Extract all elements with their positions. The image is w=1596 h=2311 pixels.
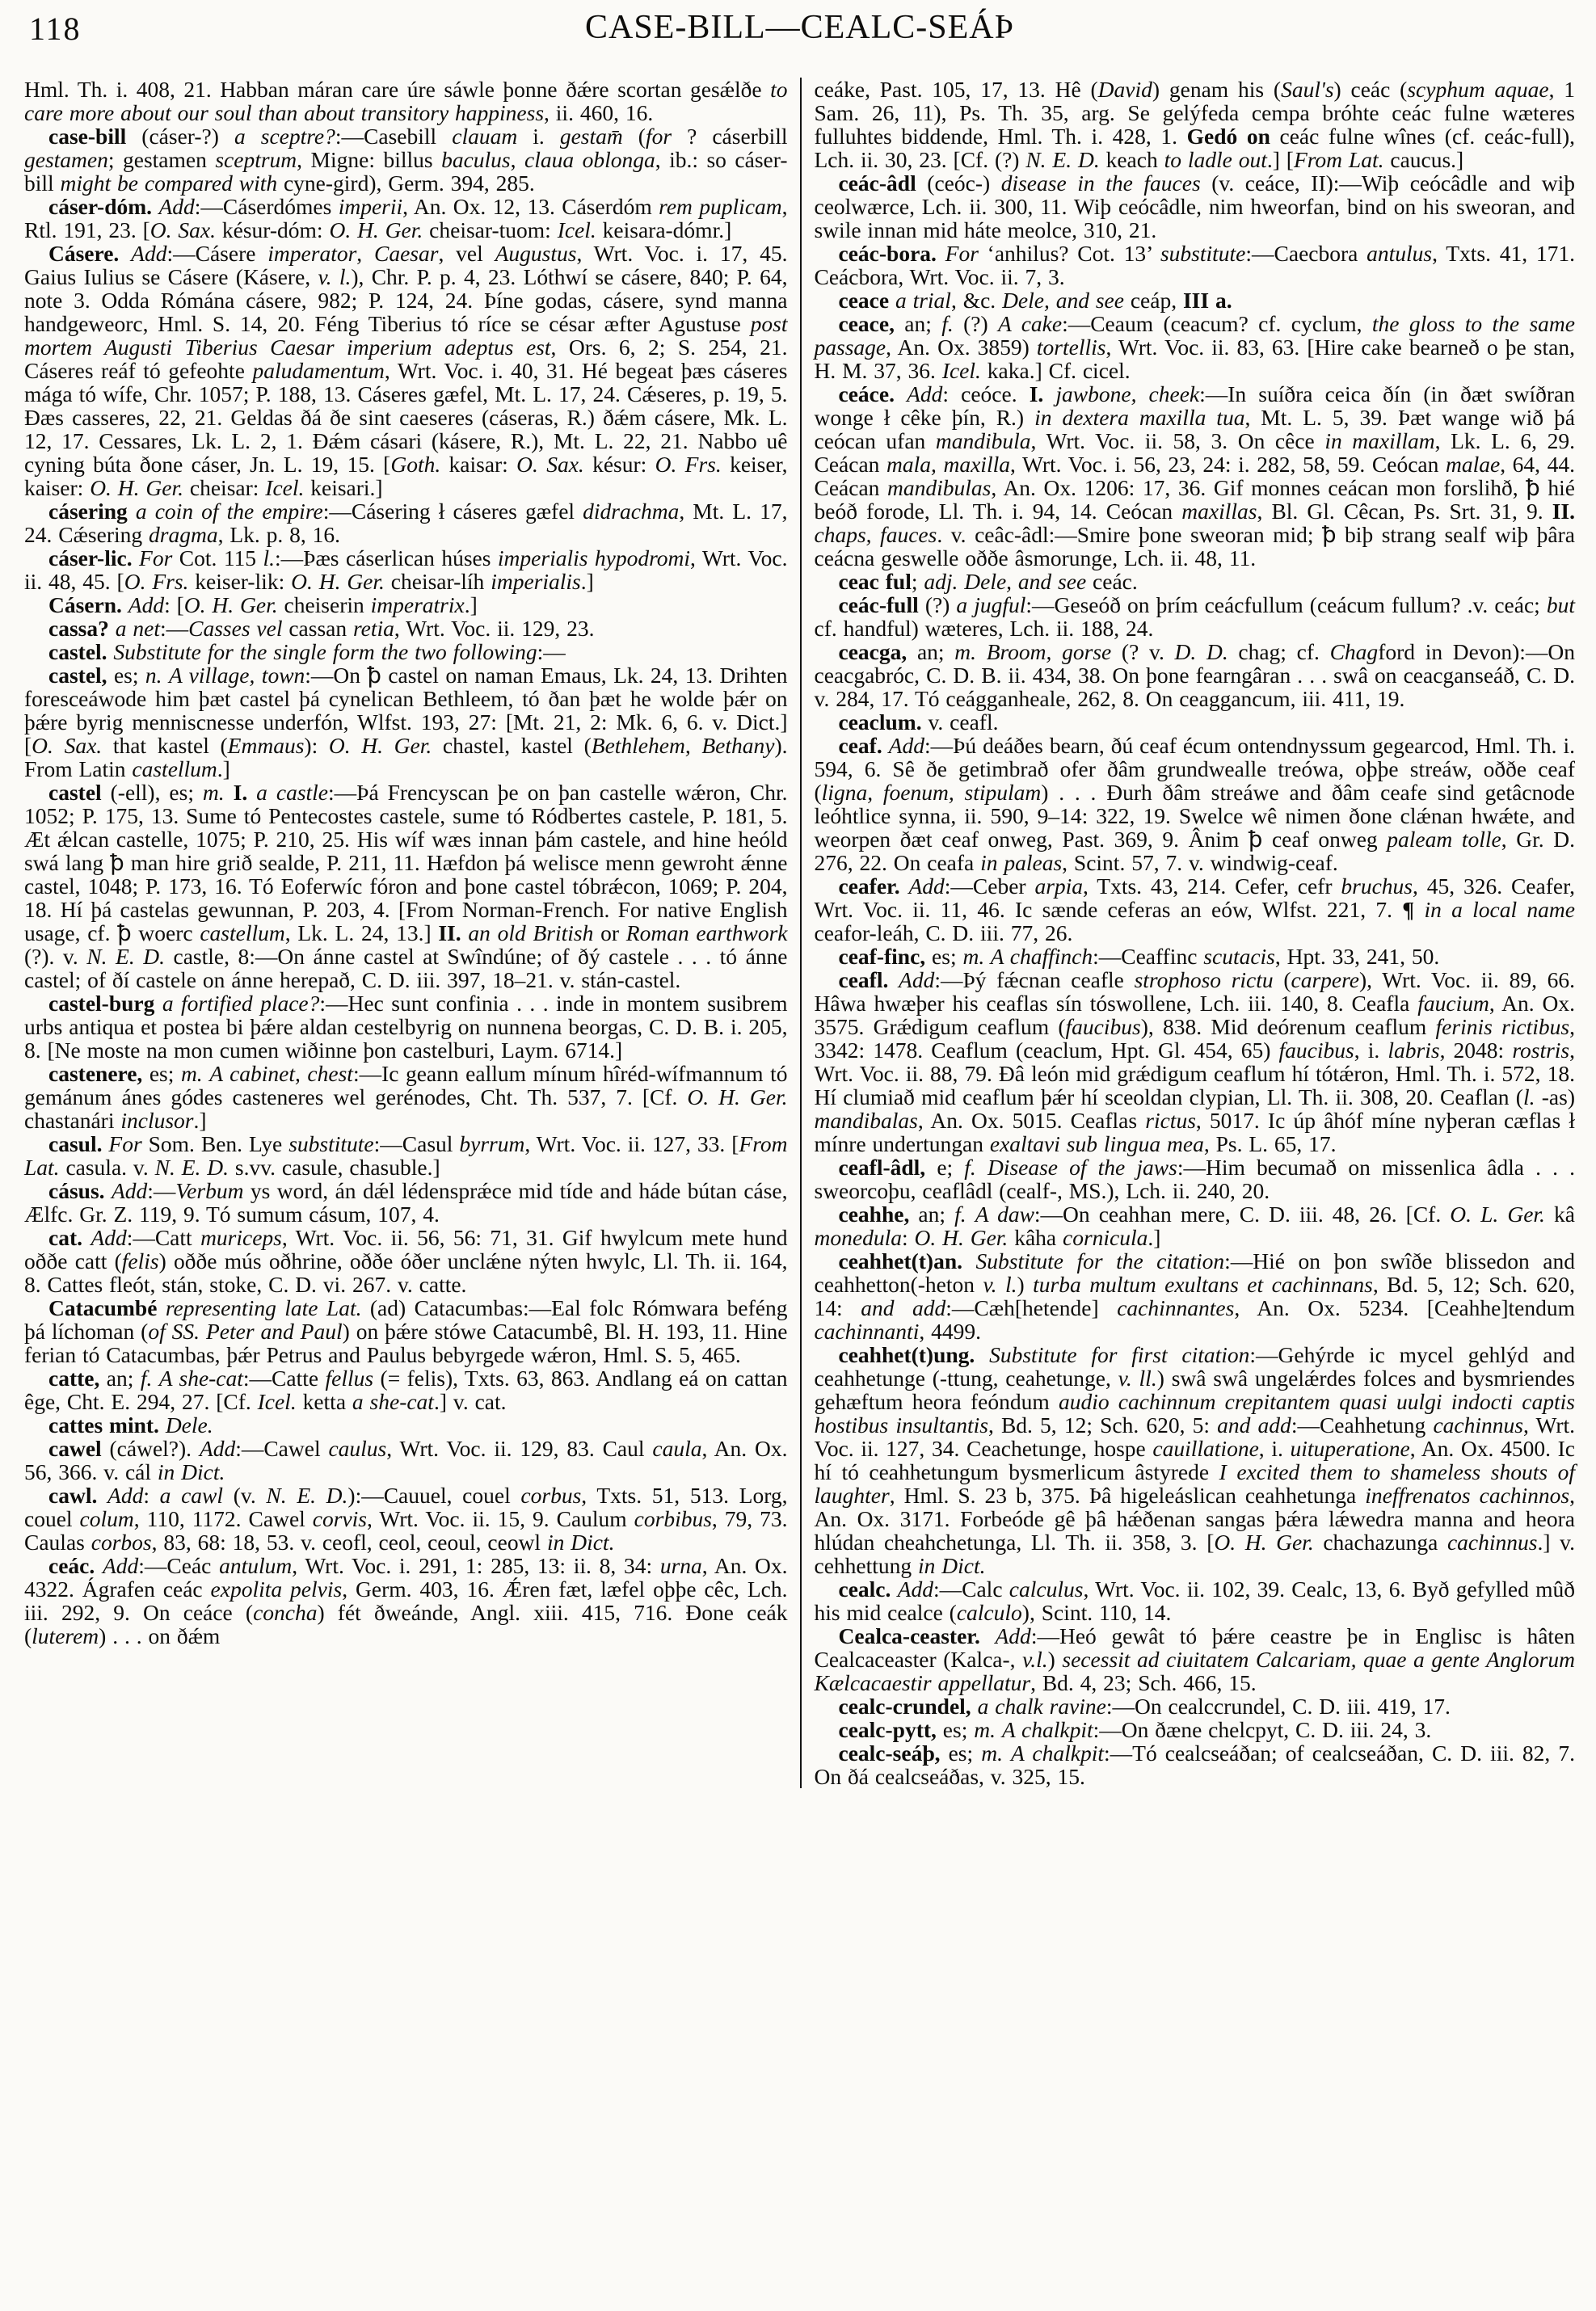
dictionary-entry: castel (-ell), es; m. I. a castle:—Þá Frencyscan þe on þan castelle wǽron, Chr. 1052; P. 175, 13. Sume tó Pentecostes castele, sume tó Ródbertes castele, P. 181, 5. Æt ǽlcan castelle, 1075; P. 210, 25. His wíf wæs innan þám castele, and hine heóld swá lang ꝥ man hire grið sealde, P. 211, 11. Hæfdon þá welisce menn gewroht ǽnne castel, 1048; P. 173, 16. Tó Eoferwíc fóron and þone castel tóbrǽcon, 1069; P. 204, 18. Hí þá castelas gewunnan, P. 203, 4. [From Norman-French. For native English usage, cf. ꝥ woerc castellum, Lk. L. 24, 13.] II. an old British or Roman earthwork (?). v. N. E. D. castle, 8:—On ánne castel at Swîndúne; of ðý castele . . . tó ánne castel; of ðí castele on ánne herepað, C. D. iii. 397, 18–21. v. stán-castel. bbox=[24, 780, 788, 992]
dictionary-entry: ceáce. Add: ceóce. I. jawbone, cheek:—In suíðra ceica ðín (in ðæt swíðran wonge ł cêke þín, R.) in dextera maxilla tua, Mt. L. 5, 39. Þæt wange wið þá ceócan ufan mandibula, Wrt. Voc. ii. 58, 3. On cêce in maxillam, Lk. L. 6, 29. Ceácan mala, maxilla, Wrt. Voc. i. 56, 23, 24: i. 282, 58, 59. Ceócan malae, 64, 44. Ceácan mandibulas, An. Ox. 1206: 17, 36. Gif monnes ceácan mon forslihð, ꝥ hié beóð forode, Ll. Th. i. 94, 14. Ceócan maxillas, Bl. Gl. Cêcan, Ps. Srt. 31, 9. II. chaps, fauces. v. ceâc-âdl:—Smire þone sweoran mid; ꝥ biþ strang sealf wiþ þâra ceácna geswelle oððe âsmorunge, Lch. ii. 48, 11. bbox=[814, 381, 1576, 570]
dictionary-entry: cawel (cáwel?). Add:—Cawel caulus, Wrt. Voc. ii. 129, 83. Caul caula, An. Ox. 56, 366. v. cál in Dict. bbox=[24, 1436, 788, 1484]
dictionary-entry: cealc-crundel, a chalk ravine:—On cealccrundel, C. D. iii. 419, 17. bbox=[838, 1694, 1451, 1719]
left-column bbox=[24, 78, 800, 1788]
dictionary-entry: ceafl. Add:—Þý fǽcnan ceafle strophoso rictu (carpere), Wrt. Voc. ii. 89, 66. Hâwa hwæþer his ceaflas sín tóswollene, Lch. iii. 140, 8. Ceafla faucium, An. Ox. 3575. Grǽdigum ceaflum (faucibus), 838. Mid deórenum ceaflum ferinis rictibus, 3342: 1478. Ceaflum (ceaclum, Hpt. Gl. 454, 65) faucibus, i. labris, 2048: rostris, Wrt. Voc. ii. 88, 79. Ðâ león mid grǽdigum ceaflum hí tótǽron, Hml. Th. i. 572, 18. Hí clumiað mid ceaflum þǽr hí sceoldan clypian, Ll. Th. ii. 308, 20. Ceaflan (l. -as) mandibalas, An. Ox. 5015. Ceaflas rictus, 5017. Ic úp âhóf míne nyþeran cæflas ł mínre undertungan exaltavi sub lingua mea, Ps. L. 65, 17. bbox=[814, 967, 1576, 1156]
dictionary-entry: ceác-bora. For ‘anhilus? Cot. 13’ substitute:—Caecbora antulus, Txts. 41, 171. Ceácbora, Wrt. Voc. ii. 7, 3. bbox=[814, 241, 1575, 289]
dictionary-entry: ceahhe, an; f. A daw:—On ceahhan mere, C. D. iii. 48, 26. [Cf. O. L. Ger. kâ monedula: O. H. Ger. kâha cornicula.] bbox=[814, 1202, 1575, 1250]
dictionary-entry: ceafl-âdl, e; f. Disease of the jaws:—Him becumað on missenlica âdla . . . sweorcoþu, ceaflâdl (cealf-, MS.), Lch. ii. 240, 20. bbox=[814, 1155, 1575, 1203]
dictionary-entry: ceacga, an; m. Broom, gorse (? v. D. D. chag; cf. Chagford in Devon):—On ceacgabróc, C. D. B. ii. 434, 38. On þone fearngâran . . . swâ on ceacganseáð, C. D. v. 284, 17. Tó ceágganheale, 262, 8. On ceaggancum, iii. 411, 19. bbox=[814, 639, 1576, 711]
dictionary-entry: cawl. Add: a cawl (v. N. E. D.):—Cauuel, couel corbus, Txts. 51, 513. Lorg, couel colum, 110, 1172. Cawel corvis, Wrt. Voc. ii. 15, 9. Caulum corbibus, 79, 73. Caulas corbos, 83, 68: 18, 53. v. ceofl, ceol, ceoul, ceowl in Dict. bbox=[24, 1483, 788, 1555]
dictionary-entry: cáser-dóm. Add:—Cáserdómes imperii, An. Ox. 12, 13. Cáserdóm rem puplicam, Rtl. 191, 23. [O. Sax. késur-dóm: O. H. Ger. cheisar-tuom: Icel. keisara-dómr.] bbox=[24, 194, 788, 242]
dictionary-entry: ceaclum. v. ceafl. bbox=[838, 709, 999, 735]
dictionary-entry: ceaf. Add:—Þú deáðes bearn, ðú ceaf écum ontendnyssum gegearcod, Hml. Th. i. 594, 6. Sê ðe getimbrað ofer ðâm grundwealle treówa, oþþe streáw, oððe ceaf (ligna, foenum, stipulam) . . . Ðurh ðâm streáwe and ðâm ceafe sind getâcnode leóhtlice synna, ii. 590, 9–14: 322, 19. Swelce wê nimen ðone clǽnan hwǽte, and weorpen ðæt ceaf onweg, Past. 369, 9. Ânim ꝥ ceaf onweg paleam tolle, Gr. D. 276, 22. On ceafa in paleas, Scint. 57, 7. v. windwig-ceaf. bbox=[814, 733, 1576, 875]
dictionary-entry: Hml. Th. i. 408, 21. Habban máran care úre sáwle þonne ðǽre scortan gesǽlðe to care more about our soul than about transitory happiness, ii. 460, 16. bbox=[24, 77, 788, 125]
dictionary-entry: ceaf-finc, es; m. A chaffinch:—Ceaffinc scutacis, Hpt. 33, 241, 50. bbox=[838, 944, 1440, 969]
dictionary-entry: ceafer. Add:—Ceber arpia, Txts. 43, 214. Cefer, cefr bruchus, 45, 326. Ceafer, Wrt. Voc. ii. 11, 46. Ic sænde ceferas an eów, Wlfst. 221, 7. ¶ in a local name ceafor-leáh, C. D. iii. 77, 26. bbox=[814, 873, 1576, 945]
right-column bbox=[800, 78, 1576, 1788]
dictionary-entry: ceahhet(t)an. Substitute for the citation:—Hié on þon swîðe blissedon and ceahhetton(-heton v. l.) turba multum exultans et cachinnans, Bd. 5, 12; Sch. 620, 14: and add:—Cæh[hetende] cachinnantes, An. Ox. 5234. [Ceahhe]tendum cachinnanti, 4499. bbox=[814, 1248, 1576, 1344]
dictionary-entry: casul. For Som. Ben. Lye substitute:—Casul byrrum, Wrt. Voc. ii. 127, 33. [From Lat. casula. v. N. E. D. s.vv. casule, chasuble.] bbox=[24, 1131, 788, 1180]
dictionary-entry: ceace a trial, &c. Dele, and see ceáp, III a. bbox=[838, 288, 1232, 313]
dictionary-entry: ceahhet(t)ung. Substitute for first citation:—Gehýrde ic mycel gehlýd and ceahhetunge (-ttung, ceahetunge, v. ll.) swâ swâ ungelǽrdes folces and bysmriendes gehæftum heora feóndum audio cachinnum crepitantem quasi uulgi indocti captis hostibus insultantis, Bd. 5, 12; Sch. 620, 5: and add:—Ceahhetung cachinnus, Wrt. Voc. ii. 127, 34. Ceachetunge, hospe cauillatione, i. uituperatione, An. Ox. 4500. Ic hí tó ceahhetungum bysmerlicum âstyrede I excited them to shameless shouts of laughter, Hml. S. 23 b, 375. Þâ higeleáslican ceahhetunga ineffrenatos cachinnos, An. Ox. 3171. Forbeóde gê þâ hǽðenan sangas þǽra lǽwedra manna and heora hlúdan cheahchetunga, Ll. Th. ii. 358, 3. [O. H. Ger. chachazunga cachinnus.] v. cehhettung in Dict. bbox=[814, 1342, 1576, 1578]
page-title: CASE-BILL—CEALC-SEÁÞ bbox=[584, 9, 1014, 46]
dictionary-entry: castel, es; n. A village, town:—On ꝥ castel on naman Emaus, Lk. 24, 13. Drihten foresceáwode him þæt castel þá cynelican Bethleem, tó ðan þæt he wolde þǽr on þǽre byrig menniscnesse underfón, Wlfst. 193, 27: [Mt. 21, 2: Mk. 6, 6. v. Dict.] [O. Sax. that kastel (Emmaus): O. H. Ger. chastel, kastel (Bethlehem, Bethany). From Latin castellum.] bbox=[24, 663, 788, 781]
dictionary-entry: cat. Add:—Catt muriceps, Wrt. Voc. ii. 56, 56: 71, 31. Gif hwylcum mete hund oððe catt (felis) oððe mús oðhrine, oððe óðer unclǽne nýten hwylc, Ll. Th. ii. 164, 8. Cattes fleót, stán, stoke, C. D. vi. 267. v. catte. bbox=[24, 1225, 788, 1297]
dictionary-entry: cásus. Add:—Verbum ys word, án dǽl lédensprǽce mid tíde and háde bútan cáse, Ælfc. Gr. Z. 119, 9. Tó sumum cásum, 107, 4. bbox=[24, 1178, 788, 1227]
dictionary-entry: castel. Substitute for the single form the two following:— bbox=[48, 639, 566, 664]
dictionary-entry: Catacumbé representing late Lat. (ad) Catacumbas:—Eal folc Rómwara beféng þá líchoman (of SS. Peter and Paul) on þǽre stówe Catacumbê, Bl. H. 193, 11. Hine ferian tó Catacumbas, þǽr Petrus and Paulus bebyrgede wǽron, Hml. S. 5, 465. bbox=[24, 1295, 788, 1367]
dictionary-entry: ceác-full (?) a jugful:—Geseóð on þrím ceácfullum (ceácum fullum? .v. ceác; but cf. handful) wæteres, Lch. ii. 188, 24. bbox=[814, 592, 1576, 641]
dictionary-entry: ceác. Add:—Ceác antulum, Wrt. Voc. i. 291, 1: 285, 13: ii. 8, 34: urna, An. Ox. 4322. Ágrafen ceác expolita pelvis, Germ. 403, 16. Ǽren fæt, læfel oþþe cêc, Lch. iii. 292, 9. On ceáce (concha) fét ðweánde, Angl. xiii. 415, 716. Ðone ceák (luterem) . . . on ðǽm bbox=[24, 1553, 788, 1648]
dictionary-entry: cattes mint. Dele. bbox=[48, 1412, 213, 1438]
dictionary-entry: ceace, an; f. (?) A cake:—Ceaum (ceacum? cf. cyclum, the gloss to the same passage, An. Ox. 3859) tortellis, Wrt. Voc. ii. 83, 63. [Hire cake bearneð o þe stan, H. M. 37, 36. Icel. kaka.] Cf. cicel. bbox=[814, 311, 1575, 383]
dictionary-entry: case-bill (cáser-?) a sceptre?:—Casebill clauam i. gestam̄ (for ? cáserbill gestamen; gestamen sceptrum, Migne: billus baculus, claua oblonga, ib.: so cáser-bill might be compared with cyne-gird), Germ. 394, 285. bbox=[24, 124, 788, 196]
text-columns bbox=[24, 78, 1575, 1788]
dictionary-entry: cealc-seáþ, es; m. A chalkpit:—Tó cealcseáðan; of cealcseáðan, C. D. iii. 82, 7. On ðá cealcseáðas, v. 325, 15. bbox=[814, 1741, 1575, 1789]
page-header bbox=[24, 8, 1575, 60]
dictionary-entry: cáser-lic. For Cot. 115 l.:—Þæs cáserlican húses imperialis hypodromi, Wrt. Voc. ii. 48, 45. [O. Frs. keiser-lik: O. H. Ger. cheisar-líh imperialis.] bbox=[24, 545, 788, 594]
dictionary-entry: ceác-âdl (ceóc-) disease in the fauces (v. ceáce, II):—Wiþ ceócâdle and wiþ ceolwærce, Lch. ii. 300, 11. Wiþ ceócâdle, nim hweorfan, bind on his sweoran, and swile innan mid háte meolce, 310, 21. bbox=[814, 170, 1576, 242]
dictionary-entry: cealc-pytt, es; m. A chalkpit:—On ðæne chelcpyt, C. D. iii. 24, 3. bbox=[838, 1717, 1432, 1742]
dictionary-entry: castenere, es; m. A cabinet, chest:—Ic geann eallum mínum hîréd-wífmannum tó gemánum ánes gódes casteneres wel gerénodes, Cht. Th. 537, 7. [Cf. O. H. Ger. chastanári inclusor.] bbox=[24, 1061, 788, 1133]
dictionary-entry: ceac ful; adj. Dele, and see ceác. bbox=[838, 569, 1138, 594]
page-number: 118 bbox=[29, 11, 82, 47]
dictionary-entry: Cealca-ceaster. Add:—Heó gewât tó þǽre ceastre þe in Englisc is hâten Cealcaceaster (Kalca-, v.l.) secessit ad ciuitatem Calcariam, quae a gente Anglorum Kælcacaestir appellatur, Bd. 4, 23; Sch. 466, 15. bbox=[814, 1623, 1576, 1695]
dictionary-entry: Cásern. Add: [O. H. Ger. cheiserin imperatrix.] bbox=[48, 592, 478, 617]
dictionary-entry: cásering a coin of the empire:—Cásering ł cáseres gæfel didrachma, Mt. L. 17, 24. Cǽsering dragma, Lk. p. 8, 16. bbox=[24, 499, 788, 547]
dictionary-entry: ceáke, Past. 105, 17, 13. Hê (David) genam his (Saul's) ceác (scyphum aquae, 1 Sam. 26, 11), Ps. Th. 35, arg. Se gelýfeda cempa bróhte ceác fulne wæteres fulluhtes biddende, Hml. Th. i. 428, 1. Gedó on ceác fulne wînes (cf. ceác-full), Lch. ii. 30, 23. [Cf. (?) N. E. D. keach to ladle out.] [From Lat. caucus.] bbox=[814, 77, 1576, 172]
dictionary-entry: castel-burg a fortified place?:—Hec sunt confinia . . . inde in montem susibrem urbs antiqua et postea bi þǽre aldan cestelbyrig on nunnena beorgas, C. D. B. i. 205, 8. [Ne moste na mon cumen wiðinne þon castelburi, Laym. 6714.] bbox=[24, 991, 788, 1063]
dictionary-entry: Cásere. Add:—Cásere imperator, Caesar, vel Augustus, Wrt. Voc. i. 17, 45. Gaius Iulius se Cásere (Kásere, v. l.), Chr. P. p. 4, 23. Lóthwí se cásere, 840; P. 64, note 3. Odda Rómána cásere, 982; P. 124, 24. Þíne godas, cásere, synd manna handgeweorc, Hml. S. 14, 20. Féng Tiberius tó ríce se césar æfter Agustuse post mortem Augusti Tiberius Caesar imperium adeptus est, Ors. 6, 2; S. 254, 21. Cáseres reáf tó gefeohte paludamentum, Wrt. Voc. i. 40, 31. Hé begeat þæs cáseres mága tó wífe, Chr. 1057; P. 188, 13. Cáseres gæfel, Mt. L. 17, 24. Cǽseres, p. 19, 5. Ðæs casseres, 22, 21. Geldas ðá ðe sint caeseres (cáseras, R.) ðǽm cásere, Mk. L. 12, 17. Cessares, Lk. L. 2, 1. Ðǽm cásari (kásere, R.), Mt. L. 22, 21. Nabbo uê cyning búta ðone cáser, Jn. L. 19, 15. [Goth. kaisar: O. Sax. késur: O. Frs. keiser, kaiser: O. H. Ger. cheisar: Icel. keisari.] bbox=[24, 241, 788, 500]
dictionary-entry: cassa? a net:—Casses vel cassan retia, Wrt. Voc. ii. 129, 23. bbox=[48, 616, 595, 641]
dictionary-entry: catte, an; f. A she-cat:—Catte fellus (= felis), Txts. 63, 863. Andlang eá on cattan êge, Cht. E. 294, 27. [Cf. Icel. ketta a she-cat.] v. cat. bbox=[24, 1366, 788, 1414]
dictionary-entry: cealc. Add:—Calc calculus, Wrt. Voc. ii. 102, 39. Cealc, 13, 6. Byð gefylled mûð his mid cealce (calculo), Scint. 110, 14. bbox=[814, 1576, 1575, 1625]
